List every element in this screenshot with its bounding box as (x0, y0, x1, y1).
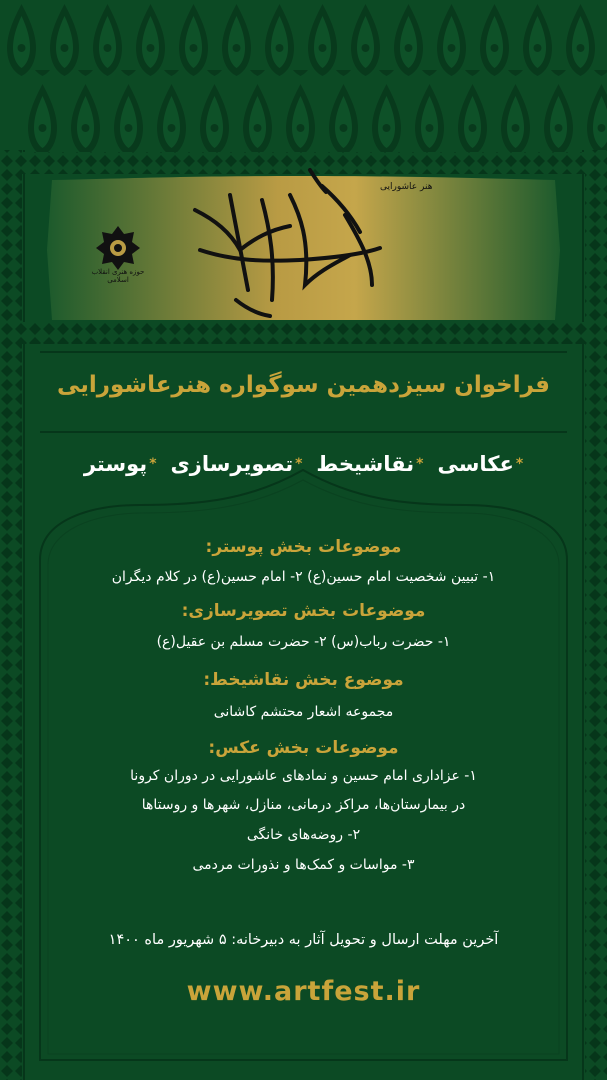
section-line-photo-4: ۳- مواسات و کمک‌ها و نذورات مردمی (192, 857, 415, 873)
section-line-calligraphy-1: مجموعه اشعار محتشم کاشانی (213, 704, 394, 720)
star-icon: * (295, 456, 303, 472)
section-title-calligraphy: موضوع بخش نقاشیخط: (203, 670, 404, 690)
section-title-photo: موضوعات بخش عکس: (208, 738, 399, 758)
section-title-illustration: موضوعات بخش تصویرسازی: (181, 601, 426, 621)
category-list (40, 452, 567, 476)
section-line-poster-1: ۱- تبیین شخصیت امام حسین(ع) ۲- امام حسین(ع) در کلام دیگران (111, 569, 496, 585)
website-link[interactable]: www.artfest.ir (186, 976, 421, 1007)
deadline-text: آخرین مهلت ارسال و تحویل آثار به دبیرخانه: ۵ شهریور ماه ۱۴۰۰ (108, 932, 499, 948)
section-line-photo-1: ۱- عزاداری امام حسین و نمادهای عاشورایی در دوران کرونا (130, 768, 477, 784)
category-calligraphy: * نقاشیخط (316, 452, 424, 476)
star-icon: * (515, 456, 524, 472)
festival-logo-caption: هنر عاشورایی (380, 182, 433, 192)
page-title: فراخوان سیزدهمین سوگواره هنرعاشورایی (57, 372, 550, 398)
category-poster: * پوستر (83, 452, 157, 476)
category-photo: * عکاسی (437, 452, 524, 476)
section-line-photo-2: در بیمارستان‌ها، مراکز درمانی، منازل، شهرها و روستاها (141, 797, 466, 813)
section-line-illustration-1: ۱- حضرت رباب(س) ۲- حضرت مسلم بن عقیل(ع) (156, 634, 451, 650)
organization-caption: حوزه هنری انقلاب اسلامی (91, 268, 145, 284)
star-icon: * (149, 456, 157, 472)
section-line-photo-3: ۲- روضه‌های خانگی (246, 827, 361, 843)
star-icon: * (416, 456, 424, 472)
category-illustration: * تصویرسازی (170, 452, 303, 476)
section-title-poster: موضوعات بخش پوستر: (205, 537, 402, 557)
